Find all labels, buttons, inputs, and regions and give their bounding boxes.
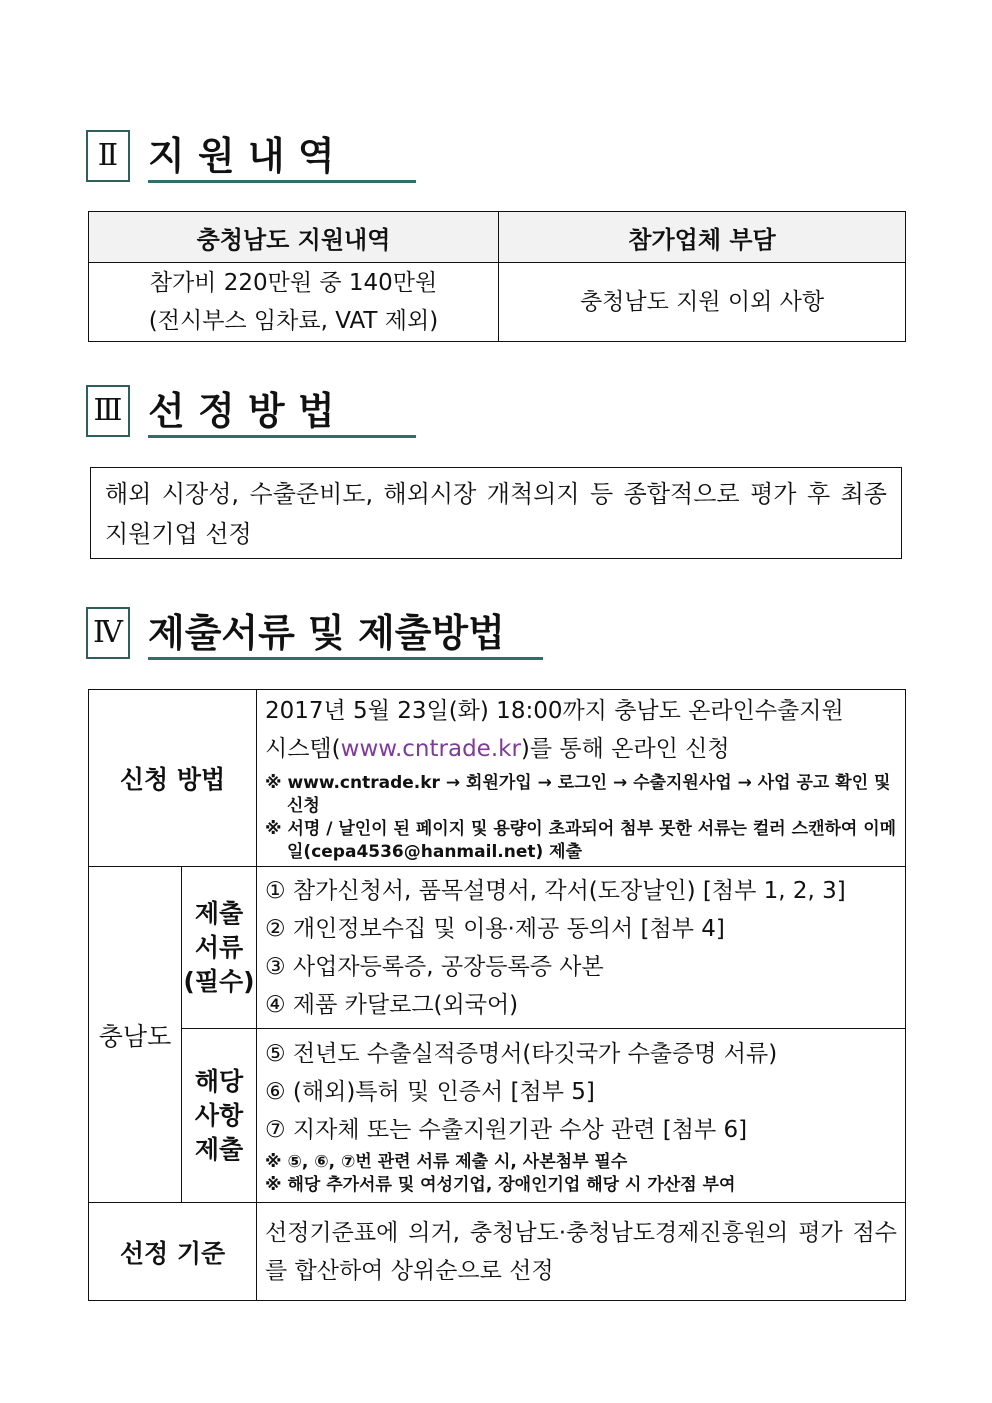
required-docs-label — [182, 867, 257, 1029]
submission-table — [88, 689, 906, 1301]
criteria-label: 선정 기준 — [89, 1203, 257, 1301]
optional-docs-list — [257, 1029, 906, 1203]
section-number: Ⅱ — [86, 130, 130, 182]
optional-note-2: ※ 해당 추가서류 및 여성기업, 장애인기업 해당 시 가산점 부여 — [265, 1174, 736, 1195]
selection-method-box: 해외 시장성, 수출준비도, 해외시장 개척의지 등 종합적으로 평가 후 최종 지원기업 선정 — [90, 467, 902, 559]
support-table — [88, 211, 906, 342]
optional-note-1: ※ ⑤, ⑥, ⑦번 관련 서류 제출 시, 사본첨부 필수 — [265, 1151, 628, 1172]
required-label-line3: (필수) — [183, 966, 255, 996]
list-item: ③ 사업자등록증, 공장등록증 사본 — [265, 953, 604, 980]
support-province-line1: 참가비 220만원 중 140만원 — [149, 270, 438, 296]
required-label-line1: 제출 — [194, 898, 244, 928]
optional-label-line2: 사항 — [194, 1100, 244, 1130]
optional-label-line1: 해당 — [194, 1066, 244, 1096]
support-province-line2: (전시부스 임차료, VAT 제외) — [148, 308, 439, 334]
list-item: ④ 제품 카달로그(외국어) — [265, 991, 519, 1018]
support-company-cell: 충청남도 지원 이외 사항 — [499, 263, 906, 342]
list-item: ② 개인정보수집 및 이용·제공 동의서 [첨부 4] — [265, 915, 725, 942]
section-title: 선 정 방 법 — [148, 385, 416, 438]
list-item: ⑦ 지자체 또는 수출지원기관 수상 관련 [첨부 6] — [265, 1116, 748, 1143]
apply-line-2-pre: 시스템( — [265, 736, 341, 762]
support-province-cell — [89, 263, 499, 342]
apply-note-2: ※ 서명 / 날인이 된 페이지 및 용량이 초과되어 첨부 못한 서류는 컬러 스캔하여 이메일(cepa4536@hanmail.net) 제출 — [265, 819, 897, 862]
section-title: 지 원 내 역 — [148, 130, 416, 183]
province-label: 충남도 — [89, 867, 182, 1203]
required-docs-list — [257, 867, 906, 1029]
support-header-province: 충청남도 지원내역 — [89, 212, 499, 263]
apply-method-content — [257, 690, 906, 867]
list-item: ⑤ 전년도 수출실적증명서(타깃국가 수출증명 서류) — [265, 1040, 778, 1067]
optional-label-line3: 제출 — [194, 1134, 244, 1164]
list-item: ① 참가신청서, 품목설명서, 각서(도장날인) [첨부 1, 2, 3] — [265, 877, 846, 904]
website-link[interactable]: www.cntrade.kr — [340, 736, 521, 762]
section-number: Ⅳ — [86, 607, 130, 659]
apply-line-1: 2017년 5월 23일(화) 18:00까지 충남도 온라인수출지원 — [265, 698, 844, 724]
apply-line-2 — [265, 730, 897, 768]
required-label-line2: 서류 — [194, 932, 244, 962]
apply-method-label: 신청 방법 — [89, 690, 257, 867]
apply-note-1: ※ www.cntrade.kr → 회원가입 → 로그인 → 수출지원사업 → 사업 공고 확인 및 신청 — [265, 773, 891, 816]
section-title: 제출서류 및 제출방법 — [148, 607, 543, 660]
section-number: Ⅲ — [86, 385, 130, 437]
apply-line-2-post: )를 통해 온라인 신청 — [520, 736, 730, 762]
optional-docs-label — [182, 1029, 257, 1203]
list-item: ⑥ (해외)특허 및 인증서 [첨부 5] — [265, 1078, 595, 1105]
criteria-text: 선정기준표에 의거, 충청남도·충청남도경제진흥원의 평가 점수를 합산하여 상위순으로 선정 — [257, 1203, 906, 1301]
support-header-company: 참가업체 부담 — [499, 212, 906, 263]
